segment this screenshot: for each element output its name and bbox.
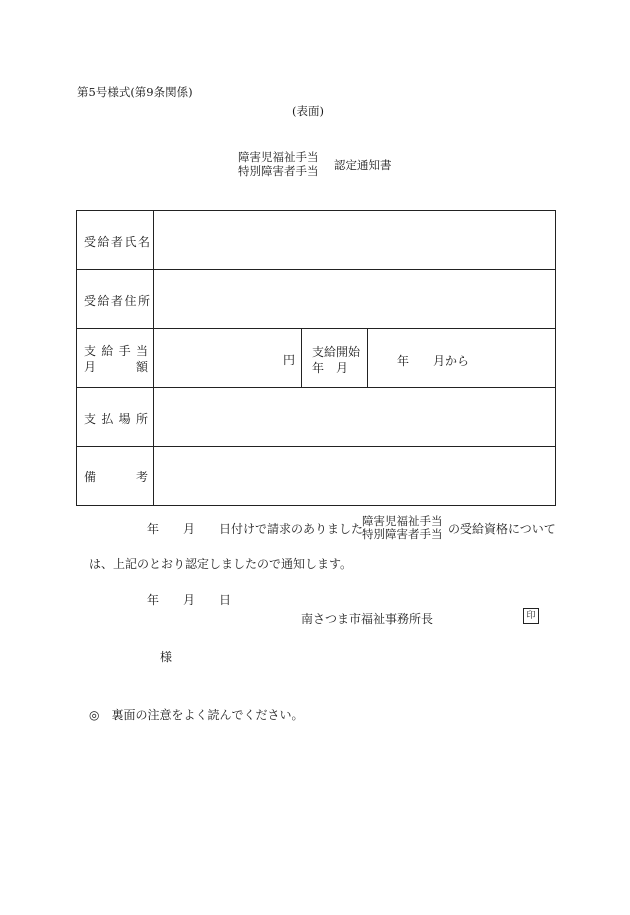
issuer-name: 南さつま市福祉事務所長: [301, 612, 434, 626]
label-char: 考: [135, 470, 148, 484]
notice-line1-suffix: の受給資格について: [448, 522, 556, 536]
payment-place-label: [84, 410, 148, 427]
row-divider: [77, 446, 555, 447]
monthly-allowance-label-line2: [84, 358, 148, 375]
title-option-special: 特別障害者手当: [238, 164, 319, 178]
label-char: 月: [84, 360, 97, 374]
amount-divider: [301, 328, 302, 387]
payment-start-label-line2: [312, 359, 348, 376]
label-char: 手: [118, 344, 131, 358]
label-char: 所: [135, 412, 148, 426]
monthly-allowance-label-line1: [84, 342, 148, 359]
row-divider: [77, 269, 555, 270]
certification-table: [76, 210, 556, 506]
title-allowance-options: [238, 150, 319, 178]
label-column-divider: [153, 211, 154, 505]
remarks-label: [84, 468, 148, 485]
form-number: 第5号様式(第9条関係): [77, 85, 193, 99]
label-char: 額: [135, 360, 148, 374]
amount-unit: 円: [283, 353, 296, 367]
payment-start-label-line1: 支給開始: [312, 345, 361, 359]
label-char: 支: [84, 412, 97, 426]
label-char: 給: [101, 344, 114, 358]
row-divider: [77, 328, 555, 329]
label-char: 年: [312, 361, 325, 375]
notice-allowance-options: [362, 515, 443, 541]
label-char: 当: [135, 344, 148, 358]
notice-option-special: 特別障害者手当: [362, 527, 443, 541]
notice-line1-prefix: 年 月 日付けで請求のありました: [147, 522, 364, 536]
start-divider: [367, 328, 368, 387]
title-suffix: 認定通知書: [334, 158, 392, 172]
label-char: 支: [84, 344, 97, 358]
recipient-name-label: 受給者氏名: [84, 235, 152, 249]
issue-date: 年 月 日: [147, 593, 232, 607]
label-char: 場: [118, 412, 131, 426]
row-divider: [77, 387, 555, 388]
label-char: 備: [84, 470, 97, 484]
side-label: (表面): [292, 104, 324, 118]
notice-line2: は、上記のとおり認定しましたので通知します。: [89, 557, 353, 571]
notice-option-child: 障害児福祉手当: [362, 514, 443, 528]
addressee-honorific: 様: [160, 650, 173, 664]
title-option-child: 障害児福祉手当: [238, 150, 319, 164]
label-char: 月: [335, 361, 348, 375]
label-char: 払: [101, 412, 114, 426]
footnote: ◎ 裏面の注意をよく読んでください。: [89, 708, 304, 722]
seal-stamp: 印: [523, 608, 539, 624]
payment-start-value: 年 月から: [397, 354, 470, 368]
recipient-address-label: 受給者住所: [84, 294, 152, 308]
